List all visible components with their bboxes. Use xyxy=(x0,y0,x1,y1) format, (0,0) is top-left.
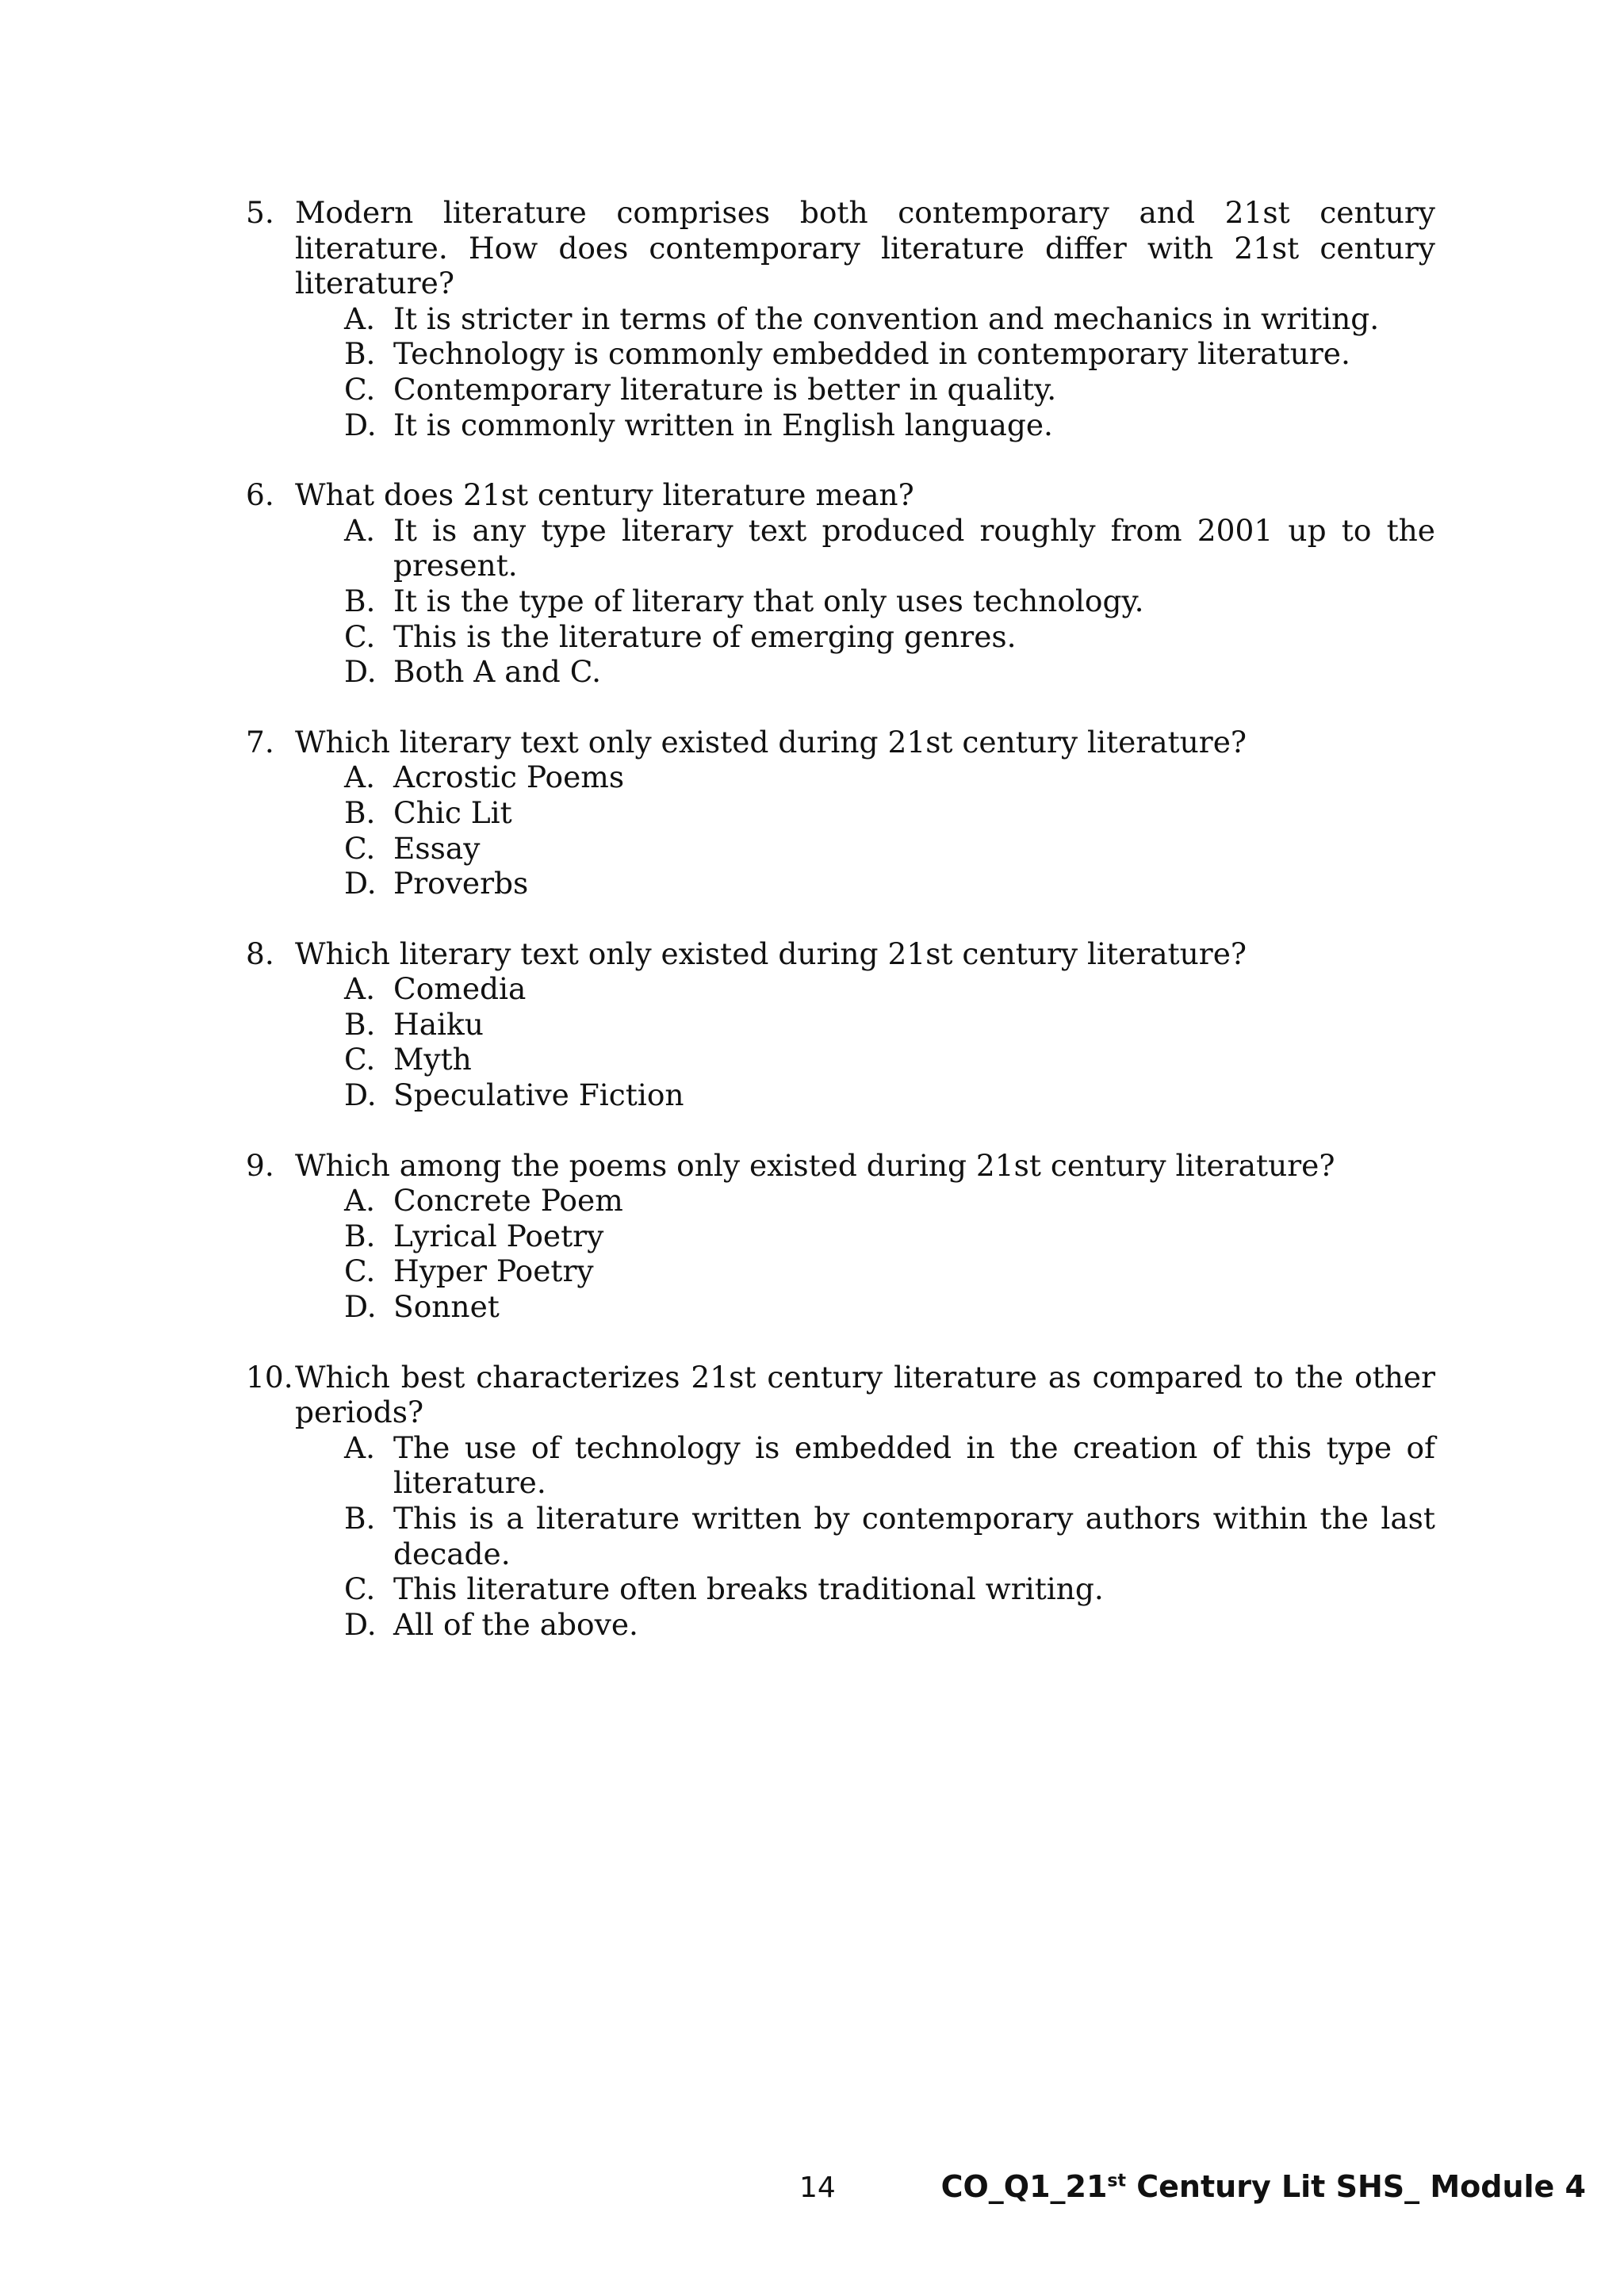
option-a xyxy=(344,1183,1435,1219)
option-letter: D. xyxy=(344,866,377,901)
option-letter: B. xyxy=(344,794,376,830)
option-text: Proverbs xyxy=(393,866,529,901)
option-letter: A. xyxy=(344,300,376,336)
option-letter: B. xyxy=(344,1006,376,1042)
option-d xyxy=(344,1289,1435,1325)
option-letter: D. xyxy=(344,407,377,442)
option-d xyxy=(344,1607,1435,1643)
option-text: Hyper Poetry xyxy=(393,1253,594,1289)
option-letter: B. xyxy=(344,1501,376,1536)
option-d xyxy=(344,866,1435,901)
question-number: 8. xyxy=(246,936,274,971)
question-number: 7. xyxy=(246,724,274,760)
question-number: 5. xyxy=(246,195,274,230)
question-number: 6. xyxy=(246,477,274,513)
question-8 xyxy=(246,936,1435,1113)
option-letter: A. xyxy=(344,1183,376,1219)
module-label-suffix: Century Lit SHS_ Module 4 xyxy=(1126,2169,1586,2204)
module-label-prefix: CO_Q1_21 xyxy=(940,2169,1108,2204)
option-c xyxy=(344,1042,1435,1077)
question-text: Modern literature comprises both contemporary and 21st century literature. How does contemporary literature differ with 21st century literature? xyxy=(295,195,1435,301)
question-text: What does 21st century literature mean? xyxy=(295,477,914,513)
question-text: Which best characterizes 21st century literature as compared to the other periods? xyxy=(295,1359,1435,1430)
option-text: Acrostic Poems xyxy=(393,760,625,795)
option-text: Essay xyxy=(393,830,481,866)
option-text: It is stricter in terms of the convention and mechanics in writing. xyxy=(393,300,1380,336)
option-b xyxy=(344,795,1435,831)
option-list xyxy=(246,971,1435,1112)
option-letter: B. xyxy=(344,1218,376,1253)
question-text: Which among the poems only existed during 21st century literature? xyxy=(295,1147,1335,1183)
page-number: 14 xyxy=(799,2172,836,2204)
option-letter: D. xyxy=(344,1289,377,1325)
question-list xyxy=(246,195,1435,1677)
module-label xyxy=(941,2168,1586,2205)
option-text: It is commonly written in English language. xyxy=(393,407,1053,442)
question-text: Which literary text only existed during 21st century literature? xyxy=(295,724,1247,760)
option-text: This is the literature of emerging genres. xyxy=(393,618,1017,654)
option-list xyxy=(246,1430,1435,1643)
option-a xyxy=(344,301,1435,337)
option-text: Concrete Poem xyxy=(393,1183,623,1219)
question-number: 9. xyxy=(246,1147,274,1183)
option-d xyxy=(344,408,1435,443)
option-text: Speculative Fiction xyxy=(393,1077,684,1113)
option-letter: D. xyxy=(344,654,377,690)
option-text: The use of technology is embedded in the creation of this type of literature. xyxy=(393,1429,1435,1501)
option-letter: C. xyxy=(344,1042,376,1077)
option-letter: A. xyxy=(344,760,376,795)
option-letter: B. xyxy=(344,336,376,372)
question-7 xyxy=(246,725,1435,901)
option-a xyxy=(344,971,1435,1007)
question-6 xyxy=(246,477,1435,690)
option-letter: C. xyxy=(344,618,376,654)
question-text: Which literary text only existed during 21st century literature? xyxy=(295,936,1247,971)
option-b xyxy=(344,1007,1435,1043)
option-letter: D. xyxy=(344,1077,377,1113)
option-letter: A. xyxy=(344,512,376,548)
option-d xyxy=(344,1077,1435,1113)
option-c xyxy=(344,619,1435,655)
option-a xyxy=(344,513,1435,584)
option-list xyxy=(246,760,1435,901)
option-text: Comedia xyxy=(393,971,527,1007)
option-a xyxy=(344,760,1435,795)
option-letter: B. xyxy=(344,583,376,618)
option-c xyxy=(344,372,1435,408)
option-b xyxy=(344,336,1435,372)
question-5 xyxy=(246,195,1435,442)
question-10 xyxy=(246,1360,1435,1643)
option-text: This is a literature written by contemporary authors within the last decade. xyxy=(393,1501,1435,1571)
option-text: Chic Lit xyxy=(393,794,512,830)
option-letter: C. xyxy=(344,1253,376,1289)
option-letter: C. xyxy=(344,1571,376,1607)
option-b xyxy=(344,1501,1435,1571)
option-c xyxy=(344,1253,1435,1289)
option-text: This literature often breaks traditional writing. xyxy=(393,1571,1104,1607)
option-text: Myth xyxy=(393,1042,472,1077)
option-a xyxy=(344,1430,1435,1501)
option-text: Sonnet xyxy=(393,1289,500,1325)
option-letter: C. xyxy=(344,830,376,866)
option-text: It is the type of literary that only uses technology. xyxy=(393,583,1144,618)
option-letter: C. xyxy=(344,371,376,407)
option-text: Lyrical Poetry xyxy=(393,1218,604,1253)
option-d xyxy=(344,654,1435,690)
option-text: Technology is commonly embedded in contemporary literature. xyxy=(393,336,1350,372)
option-c xyxy=(344,831,1435,867)
option-b xyxy=(344,1219,1435,1254)
question-9 xyxy=(246,1148,1435,1325)
option-letter: A. xyxy=(344,1429,376,1465)
option-list xyxy=(246,301,1435,442)
module-label-superscript: st xyxy=(1107,2171,1127,2191)
option-text: Both A and C. xyxy=(393,654,601,690)
option-b xyxy=(344,584,1435,619)
question-number: 10. xyxy=(246,1359,293,1395)
option-text: Contemporary literature is better in quality. xyxy=(393,371,1057,407)
option-letter: D. xyxy=(344,1606,377,1642)
option-text: All of the above. xyxy=(393,1606,638,1642)
option-c xyxy=(344,1571,1435,1607)
option-text: It is any type literary text produced roughly from 2001 up to the present. xyxy=(393,512,1435,584)
option-list xyxy=(246,1183,1435,1324)
option-text: Haiku xyxy=(393,1006,484,1042)
option-letter: A. xyxy=(344,971,376,1007)
option-list xyxy=(246,513,1435,690)
